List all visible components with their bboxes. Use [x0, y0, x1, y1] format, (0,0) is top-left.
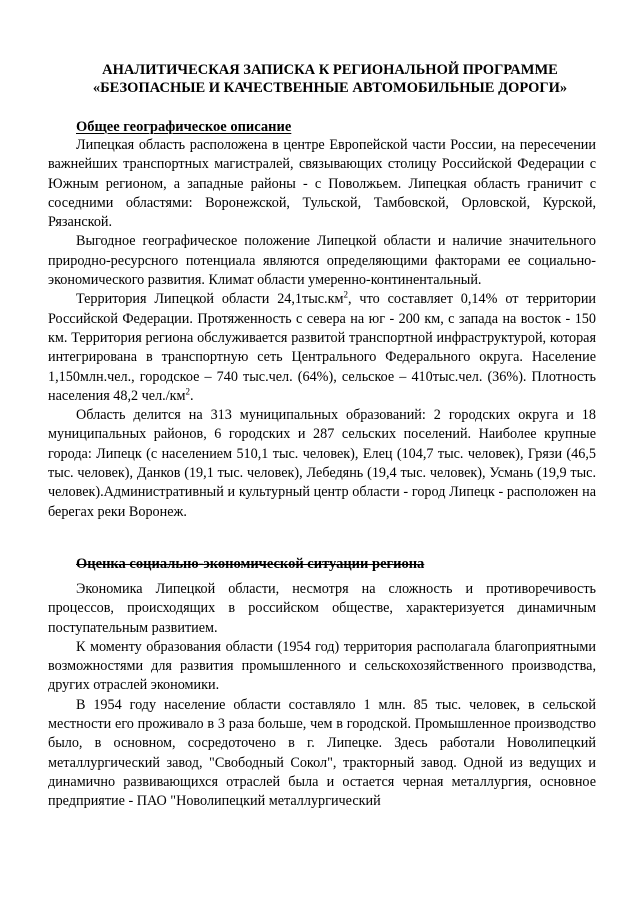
text-run: , что составляет 0,14% от территории Российской Федерации. Протяженность с севера на юг - 200 км, с запада на восток - 150 км. Территория региона обслуживается развитой транспортной инфраструктурой, которая интегрирована в транспортную сеть Центрального Федерального округа. Население 1,150млн.чел., городское – 740 тыс.чел. (64%), сельское – 410тыс.чел. (36%). Плотность населения 48,2 чел./км [48, 291, 597, 404]
paragraph: Выгодное географическое положение Липецкой области и наличие значительного природно-ресурсного потенциала являются определяющими факторами ее социально-экономического развития. Климат области умеренно-континентальный. [48, 233, 596, 289]
paragraph [48, 290, 596, 406]
section-heading-economy: Оценка социально-экономической ситуации региона [76, 556, 425, 572]
section-economy [48, 580, 596, 812]
text-run: Территория Липецкой области 24,1тыс.км [76, 291, 344, 308]
title-line-2: «БЕЗОПАСНЫЕ И КАЧЕСТВЕННЫЕ АВТОМОБИЛЬНЫЕ ДОРОГИ» [92, 80, 568, 96]
superscript: 2 [343, 289, 348, 300]
paragraph: Область делится на 313 муниципальных образований: 2 городских округа и 18 муниципальных районов, 6 городских и 287 сельских поселений. Наиболее крупные города: Липецк (с населением 510,1 тыс. человек), Елец (104,7 тыс. человек), Грязи (46,5 тыс. человек), Данков (19,1 тыс. человек), Лебедянь (19,4 тыс. человек), Усмань (19,9 тыс. человек).Административный и культурный центр области - город Липецк - расположен на берегах реки Воронеж. [48, 407, 596, 520]
title-line-1: АНАЛИТИЧЕСКАЯ ЗАПИСКА К РЕГИОНАЛЬНОЙ ПРОГРАММЕ [102, 62, 558, 78]
paragraph: В 1954 году население области составляло 1 млн. 85 тыс. человек, в сельской местности его проживало в 3 раза больше, чем в городской. Промышленное производство было, в основном, сосредоточено в г. Липецке. Здесь работали Новолипецкий металлургический завод, "Свободный Сокол", тракторный завод. Одной из ведущих и динамично развивающихся отраслей была и остается черная металлургия, основное предприятие - ПАО "Новолипецкий металлургический [48, 696, 596, 810]
paragraph: Липецкая область расположена в центре Европейской части России, на пересечении важнейших транспортных магистралей, связывающих столицу Российской Федерации с Южным регионом, а западные районы - с Поволжьем. Липецкая область граничит с соседними областями: Воронежской, Тульской, Тамбовской, Орловской, Курской, Рязанской. [48, 137, 596, 231]
superscript: 2 [185, 386, 191, 397]
document-title [70, 61, 590, 97]
paragraph: К моменту образования области (1954 год) территория располагала благоприятными возможностями для развития промышленного и сельскохозяйственного производства, других отраслей экономики. [48, 638, 596, 694]
paragraph: Экономика Липецкой области, несмотря на сложность и противоречивость процессов, происходящих в российском обществе, характеризуется динамичным поступательным развитием. [48, 581, 596, 636]
text-run: . [190, 387, 194, 404]
section-heading-geography: Общее географическое описание [76, 119, 292, 135]
section-geography [48, 136, 596, 522]
